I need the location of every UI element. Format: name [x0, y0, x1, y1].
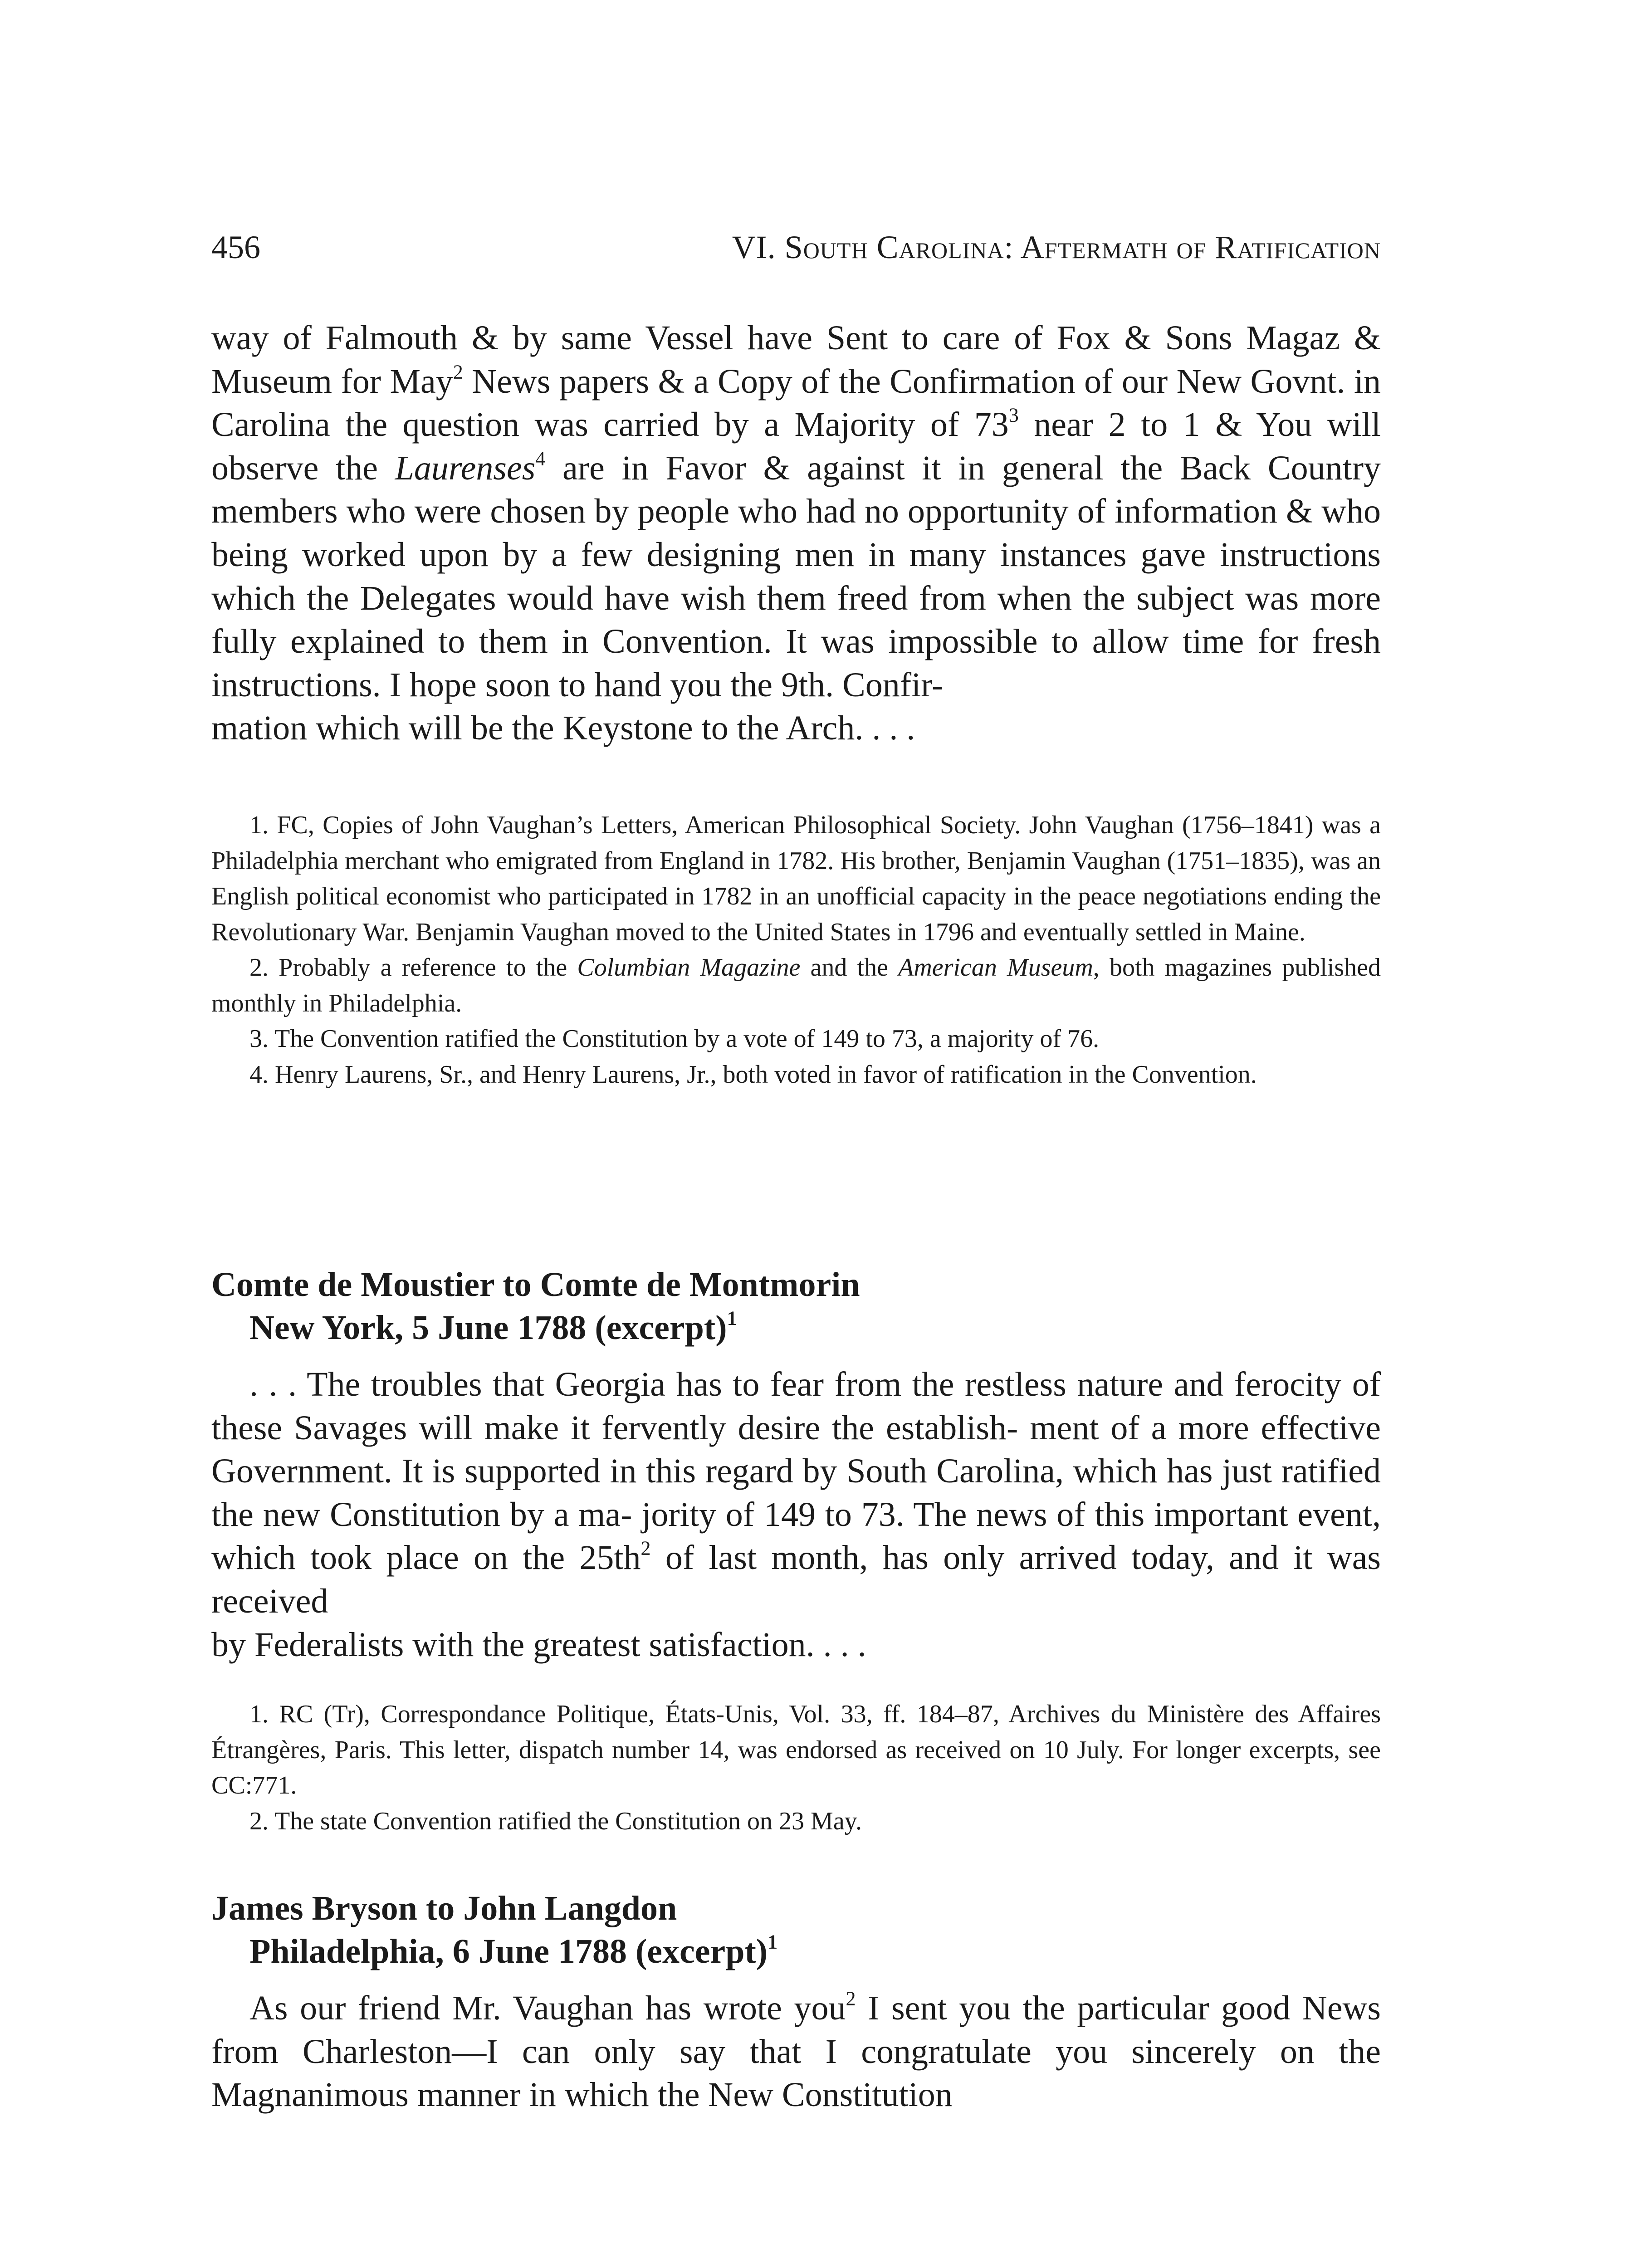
body-line: way of Falmouth & by same Vessel have Sent to care of Fox & Sons: [211, 319, 1232, 357]
footnote: 2. The state Convention ratified the Constitution on 23 May.: [249, 1807, 862, 1835]
dateline-text: Philadelphia, 6 June 1788 (excerpt): [249, 1932, 768, 1970]
dateline-text: New York, 5 June 1788 (excerpt): [249, 1309, 727, 1347]
body-line: time for fresh instructions. I hope soon to hand you the 9th. Confir-: [211, 622, 1381, 704]
body-line: ment of a more effective Government. It is supported in this regard by: [211, 1408, 1381, 1491]
body-line: upon by a few designing men in many instances gave instructions which: [211, 535, 1381, 617]
footnote: 1. FC, Copies of John Vaughan’s Letters, American Philosophical Society. John Vaughan (1756–1841) was a Philadelphia merchant who emigrated from England in 1782. His brother, Benjamin Vaughan (1751–1835), was an English political economist who participated in 1782 in an unofficial capacity in the peace negotiations ending the Revolutionary War. Benjamin Vaughan moved to the United States in 1796 and eventually settled in Maine.: [211, 811, 1381, 946]
heading-title: James Bryson to John Langdon: [211, 1889, 677, 1927]
footnote-title: American Museum: [898, 953, 1093, 982]
heading-title: Comte de Moustier to Comte de Montmorin: [211, 1266, 860, 1304]
footnote: 3. The Convention ratified the Constitution by a vote of 149 to 73, a majority of 76.: [249, 1025, 1100, 1053]
italic-name: Laurenses: [395, 449, 536, 487]
body-line: against it in general the Back Country members who were chosen by: [211, 449, 1381, 531]
heading-dateline: [211, 1306, 1381, 1349]
body-line: and ferocity of these Savages will make it fervently desire the establish-: [211, 1365, 1381, 1447]
body-line: of 73: [930, 406, 1009, 444]
letter-body: [211, 317, 1381, 750]
note-marker: 3: [1008, 404, 1019, 426]
heading-dateline: [211, 1930, 1381, 1973]
body-line: South Carolina, which has just ratified the new Constitution by a ma-: [211, 1452, 1381, 1534]
document-page: [211, 0, 1381, 2268]
note-marker: 1: [768, 1931, 778, 1953]
body-line: As our friend Mr. Vaughan has wrote you: [249, 1989, 846, 2027]
body-line: good News from Charleston—I can only say that I congratulate you: [211, 1989, 1381, 2071]
body-line: jority of 149 to 73. The news of this important event, which took place: [211, 1495, 1381, 1577]
footnote-title: Columbian Magazine: [577, 953, 801, 982]
footnote-text: 2. Probably a reference to the: [249, 953, 577, 982]
letter-body: [211, 1987, 1381, 2117]
body-line: are in Favor &: [545, 449, 790, 487]
letter-body: [211, 1363, 1381, 1667]
note-marker: 1: [727, 1307, 737, 1330]
note-marker: 2: [846, 1987, 856, 2010]
body-line: by Federalists with the greatest satisfaction. . . .: [211, 1625, 866, 1664]
note-marker: 2: [453, 360, 463, 383]
body-line: more fully explained to them in Convention. It was impossible to allow: [211, 579, 1381, 661]
footnote-text: , both magazines published monthly in Philadelphia.: [211, 953, 1381, 1017]
page-number: 456: [211, 229, 260, 265]
footnote: [211, 950, 1381, 1021]
body-line: . . . The troubles that Georgia has to fear from the restless nature: [249, 1365, 1164, 1403]
body-line: of last month, has only arrived today, and it was received: [211, 1539, 1381, 1620]
body-line: I sent you the particular: [856, 1989, 1209, 2027]
body-line: on the 25th: [473, 1539, 641, 1577]
note-marker: 4: [535, 447, 546, 470]
running-title: VI. South Carolina: Aftermath of Ratification: [732, 229, 1381, 265]
footnotes: [211, 807, 1381, 1092]
footnote: 4. Henry Laurens, Sr., and Henry Laurens, Jr., both voted in favor of ratification in the Convention.: [249, 1060, 1257, 1089]
body-line: of our New Govnt. in Carolina the question was carried by a Majority: [211, 362, 1381, 444]
body-line: people who had no opportunity of information & who being worked: [211, 492, 1381, 574]
letter-paragraph: [211, 1363, 1381, 1667]
body-line: mation which will be the Keystone to the Arch. . . .: [211, 709, 915, 748]
note-marker: 2: [640, 1537, 651, 1559]
body-line: Magaz & Museum for May: [211, 319, 1381, 401]
letter-paragraph: [211, 317, 1381, 750]
footnote-text: and the: [800, 953, 899, 982]
running-head: [211, 227, 1381, 268]
body-line: near 2 to 1 & You will observe the: [211, 406, 1381, 487]
document-heading: [211, 1887, 1381, 1973]
body-line: News papers & a Copy of the Confirmation: [463, 362, 1076, 401]
letter-paragraph: [211, 1987, 1381, 2117]
body-line: sincerely on the Magnanimous manner in which the New Constitution: [211, 2032, 1381, 2114]
document-heading: [211, 1263, 1381, 1349]
body-line: the Delegates would have wish them freed from when the subject was: [307, 579, 1299, 617]
footnotes: [211, 1696, 1381, 1839]
footnote: 1. RC (Tr), Correspondance Politique, États-Unis, Vol. 33, ff. 184–87, Archives du Ministère des Affaires Étrangères, Paris. This letter, dispatch number 14, was endorsed as received on 10 July. For longer excerpts, see CC:771.: [211, 1700, 1381, 1799]
